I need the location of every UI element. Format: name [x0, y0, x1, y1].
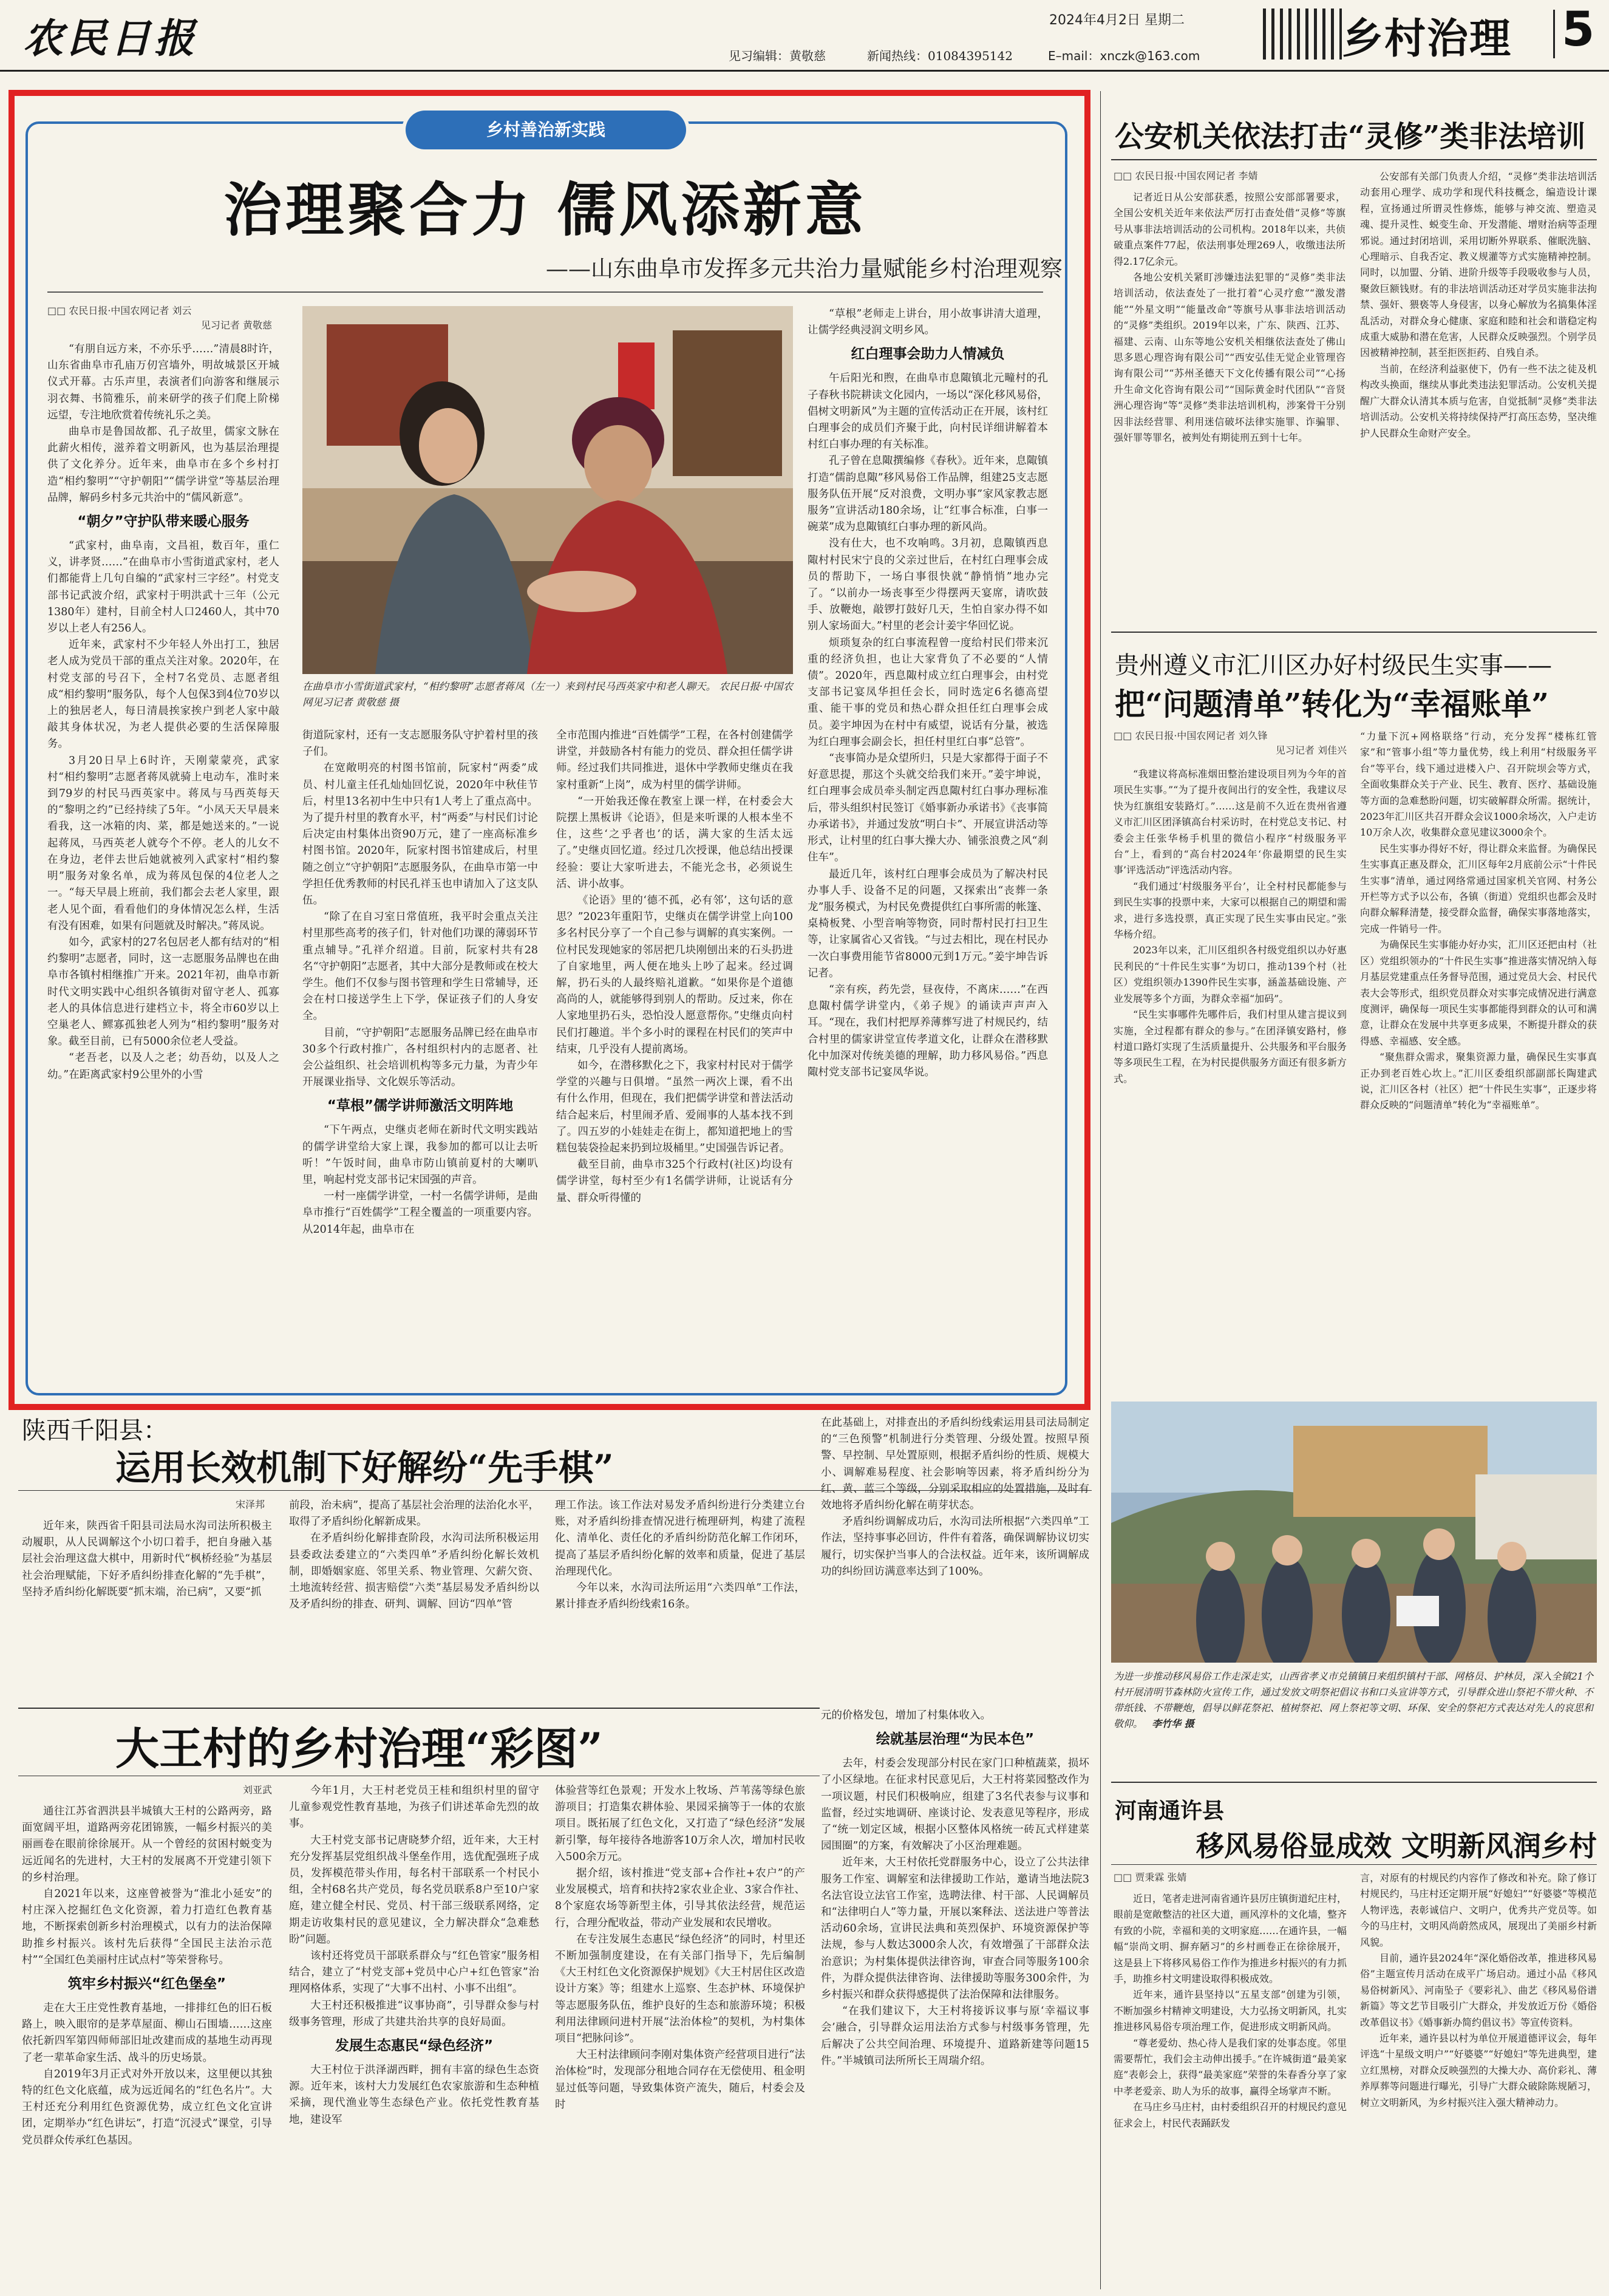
article3-kicker: 贵州遵义市汇川区办好村级民生实事——	[1115, 652, 1552, 680]
paragraph: 在宽敞明亮的村图书馆前，阮家村“两委”成员、村儿童主任孔灿灿回忆说，2020年中秋佳节后，村里13名初中生中只有1人考上了重点高中。为了提升村里的教育水平，村“两委”与村民们讨论后决定由村集体出资90万元，建了一座高标准乡村图书馆。2020年，阮家村图书馆建成后，村里随之创立“守护朝阳”志愿服务队，在曲阜市第一中学担任优秀教师的村民孔祥玉也申请加入了这支队伍。	[302, 762, 538, 907]
article3-column-2	[1360, 729, 1597, 1398]
paragraph: “武家村，曲阜南，文昌祖，数百年，重仁义，讲孝贤……”在曲阜市小雪街道武家村，老人们都能背上几句自编的“武家村三字经”。村党支部书记武波介绍，武家村于明洪武十三年（公元1380年）建村，目前全村人口2460人，其中70岁以上老人有256人。	[47, 540, 279, 635]
paragraph: 在马庄乡马庄村，由村委组织召开的村规民约意见征求会上，村民代表踊跃发	[1114, 2101, 1347, 2129]
issue-date: 2024年4月2日 星期二	[1049, 13, 1185, 28]
lead-byline-1: □□ 农民日报·中国农网记者 刘云	[47, 305, 192, 316]
paragraph: 全市范围内推进“百姓儒学”工程，在各村创建儒学讲堂，并鼓励各村有能力的党员、群众担任儒学讲师。经过我们共同推进，退休中学教师史继贞在我家村重新“上岗”，成为村里的儒学讲师。	[556, 729, 793, 791]
paragraph: “一开始我还像在教室上课一样，在村委会大院摆上黑板讲《论语》，但是来听课的人根本坐不住，这些‘之乎者也’的话，满大家的生活太远了。”史继贞回忆道。经过几次授课，他总结出授课经验：要让大家听进去，不能光念书，必须说生活、讲小故事。	[556, 795, 793, 890]
article5-subheading-3: 绘就基层治理“为民本色”	[876, 1731, 1035, 1748]
article5-top-rule	[18, 1708, 820, 1709]
lead-column-3	[556, 727, 793, 1382]
lead-header-rule	[47, 291, 1043, 293]
article4-column-2	[289, 1497, 539, 1700]
paragraph: 烦琐复杂的红白事流程曾一度给村民们带来沉重的经济负担，也让大家背负了不必要的“人情债”。2020年，西息陬村成立红白理事会，由村党支部书记宴凤华担任会长，同时选定6名德高望重、能干事的党员和热心群众担任红白理事会成员。姜宇坤因为在村中有威望，说话有分量，被选为红白理事会副会长，担任村里红白事“总管”。	[808, 636, 1048, 748]
article4-title: 运用长效机制下好解纷“先手棋”	[115, 1447, 614, 1488]
paragraph: 记者近日从公安部获悉，按照公安部部署要求，全国公安机关近年来依法严厉打击查处借“灵修”等旗号从事非法培训活动的公司机构。2018年以来，共侦破重点案件77起，依法刑事处理269人，收缴违法所得2.17亿余元。	[1114, 191, 1345, 267]
paragraph: 目前，“守护朝阳”志愿服务品牌已经在曲阜市30多个行政村推广，各村组织村内的志愿者、社会公益组织、社会培训机构等多元力量，为青少年开展课业指导、文化娱乐等活动。	[302, 1026, 538, 1089]
article2-byline: □□ 农民日报·中国农网记者 李婧	[1114, 170, 1258, 182]
lead-photo-image	[302, 306, 793, 674]
newspaper-logo: 农民日报	[23, 15, 198, 62]
paragraph: 通往江苏省泗洪县半城镇大王村的公路两旁，路面宽阔平坦，道路两旁花团锦簇，一幅乡村振兴的美丽画卷在眼前徐徐展开。从一个曾经的贫困村蜕变为远近闻名的先进村，大王村的发展离不开党建引领下的乡村治理。	[22, 1805, 272, 1884]
paragraph: 元的价格发包，增加了村集体收入。	[821, 1709, 991, 1722]
contact-email: E–mail：xnczk@163.com	[1048, 49, 1200, 63]
paragraph: 矛盾纠纷调解成功后，水沟司法所根据“六类四单”工作法，坚持事事必回访，件件有着落，确保调解协议切实履行，切实保护当事人的合法权益。近年来，该所调解成功的纠纷回访满意率达到了100%。	[821, 1516, 1089, 1578]
article4-byline: 宋泽邦	[235, 1499, 265, 1510]
paragraph: 近日，笔者走进河南省通许县厉庄镇街道纪庄村，眼前是宽敞整洁的社区大道，画风淳朴的文化墙，整齐有致的小院，幸福和美的文明家庭……在通许县，一幅幅“崇尚文明、摒弃陋习”的乡村画卷正在徐徐展开，这是县上下将移风易俗工作作为推进乡村振兴的有力抓手，助推乡村文明建设取得积极成效。	[1114, 1893, 1347, 1985]
article2-column-2	[1360, 169, 1597, 622]
article5-subheading-1: 筑牢乡村振兴“红色堡垒”	[67, 1976, 226, 1992]
article2-title: 公安机关依法打击“灵修”类非法培训	[1115, 120, 1586, 154]
article3-byline	[1114, 729, 1347, 758]
paragraph: 当前，在经济利益驱使下，仍有一些不法之徒及机构改头换面，继续从事此类违法犯罪活动。公安机关提醒广大群众认清其本质与危害，自觉抵制“灵修”类非法培训活动。公安机关将持续保持严打高压态势，坚决维护人民群众生命财产安全。	[1360, 363, 1597, 439]
paragraph: 大王村法律顾问李刚对集体资产经营项目进行“法治体检”时，发现部分租地合同存在无偿使用、租金明显过低等问题，导致集体资产流失，随后，村委会及时	[555, 2049, 805, 2111]
paragraph: 在此基础上，对排查出的矛盾纠纷线索运用县司法局制定的“三色预警”机制进行分类管理、分级处置。按照早预警、早控制、早处置原则，根据矛盾纠纷的性质、规模大小、调解难易程度、社会影响等因素，将矛盾纠纷分为红、黄、蓝三个等级，分别采取相应的处置措施，及时有效地将矛盾纠纷化解在萌芽状态。	[821, 1417, 1089, 1512]
paragraph: 目前，通许县2024年“深化婚俗改革，推进移风易俗”主题宣传月活动在成平广场启动。通过小品《移风易俗树新风》、河南坠子《要彩礼》、曲艺《移风易俗谱新篇》等文艺节目吸引广大群众，并发放近万份《婚俗改革倡议书》《婚事新办简约倡议书》等宣传资料。	[1360, 1952, 1597, 2028]
photo2-credit: 李竹华 摄	[1152, 1718, 1194, 1729]
article5-column-1	[22, 1804, 272, 2289]
paragraph: “亲有疾，药先尝，昼夜侍，不离床……”在西息陬村儒学讲堂内，《弟子规》的诵读声声声入耳。“现在，我们村把厚养薄葬写进了村规民约，结合村里的儒家讲堂宣传孝道文化，让群众在潜移默化中加深对传统美德的理解，助力移风易俗。”西息陬村党支部书记宴凤华说。	[808, 983, 1048, 1078]
article5-byline: 刘亚武	[242, 1784, 272, 1796]
paragraph: 在矛盾纠纷化解排查阶段，水沟司法所积极运用县委政法委建立的“六类四单”矛盾纠纷化解长效机制，即婚姻家庭、邻里关系、物业管理、欠薪欠资、土地流转经营、损害赔偿“六类”基层易发矛盾纠纷以及矛盾纠纷的排查、研判、调解、回访“四单”管	[289, 1532, 539, 1611]
photo2-caption	[1114, 1669, 1593, 1732]
lead-kicker-text: 乡村善治新实践	[486, 120, 605, 140]
paragraph: 一村一座儒学讲堂，一村一名儒学讲师，是曲阜市推行“百姓儒学”工程全覆盖的一项重要内容。从2014年起，曲阜市在	[302, 1190, 538, 1236]
paragraph: 3月20日早上6时许，天刚蒙蒙亮，武家村“相约黎明”志愿者蒋凤就骑上电动车，准时来到79岁的村民马西英家中。蒋凤与马西英每天的“黎明之约”已经持续了5年。“小凤天天早晨来看我，这一冰箱的肉、菜，都是她送来的。”一说起蒋凤，马西英老人就夸个不停。老人的儿女不在身边，老伴去世后她就被列入武家村“相约黎明”服务对象名单，成为蒋凤包保的4位老人之一。“每天早晨上班前，我们都会去老人家里，跟老人见个面，看看他们的身体情况怎么样，生活有没有困难，如果有问题就及时解决。”蒋凤说。	[47, 754, 279, 932]
paragraph: 最近几年，该村红白理事会成员为了解决村民办事人手、设备不足的问题，又探索出“丧葬一条龙”服务模式，为村民免费提供红白事所需的帐篷、桌椅板凳、小型音响等物资，同时帮村民打扫卫生等，让家属省心又省钱。“与过去相比，现在村民办一次白事费用能节省8000元到1万元。”姜宇坤告诉记者。	[808, 868, 1048, 979]
article6-column-2	[1360, 1870, 1597, 2289]
paragraph: 自2019年3月正式对外开放以来，这里便以其独特的红色文化底蕴，成为远近闻名的“红色名片”。大王村还充分利用红色资源优势，成立红色文化宣讲团，定期举办“红色讲坛”，打造“沉浸式”课堂，引导党员群众传承红色基因。	[22, 2068, 272, 2147]
lead-column-1	[47, 341, 279, 1382]
masthead	[0, 0, 1609, 72]
paragraph: 2023年以来，汇川区组织各村级党组织以办好惠民利民的“十件民生实事”为切口，推动139个村（社区）党组织领办1390件民生实事，涵盖基础设施、产业发展等多个方面，为群众幸福“加码”。	[1114, 944, 1347, 1004]
article5-column-3	[555, 1783, 805, 2289]
article3-top-rule	[1111, 632, 1597, 633]
paragraph: 为确保民生实事能办好办实，汇川区还把由村（社区）党组织领办的“十件民生实事”推进落实情况纳入每月基层党建重点任务督导范围，通过党员大会、村民代表大会等形式，组织党员群众对实事完成情况进行满意度测评，确保每一项民生实事都能得到群众的认可和满意，让群众在发展中共享更多成果，不断提升群众的获得感、幸福感、安全感。	[1360, 939, 1597, 1047]
paragraph: “民生实事哪件先哪件后，我们村里从建言提议到实施，全过程都有群众的参与。”在团泽镇安路村，修村道口路灯实现了生活质量提升、公共服务和平台服务等多项民生工程，在为村民提供服务方面还有很多新方式。	[1114, 1009, 1347, 1085]
article5-column-4	[821, 1708, 1089, 2289]
page-number: 5	[1562, 2, 1595, 57]
paragraph: “在我们建议下，大王村将接诉议事与原‘幸福议事会’融合，引导群众运用法治方式参与村级事务管理，先后解决了公共空间治理、环境提升、道路新建等问题15件。”半城镇司法所所长王周瑞介绍。	[821, 2005, 1089, 2067]
paragraph: “有朋自远方来，不亦乐乎……”清晨8时许，山东省曲阜市孔庙万仞宫墙外，明故城景区开城仪式开幕。古乐声里，表演者们向游客和继展示羽衣舞、书简雅乐，前来研学的孩子们爬上阶梯远望，专注地欣赏着传统礼乐之美。	[47, 343, 279, 421]
article4-kicker: 陕西千阳县：	[22, 1417, 168, 1445]
paragraph: “除了在自习室日常值班，我平时会重点关注村里那些高考的孩子们，针对他们功课的薄弱环节重点辅导。”孔祥介绍道。目前，阮家村共有28名“守护朝阳”志愿者，其中大部分是教师或在校大学生。他们不仅参与图书管理和学生日常辅导，还会在村口接送学生上下学，保证孩子们的人身安全。	[302, 911, 538, 1023]
article3-column-1	[1114, 766, 1347, 1398]
paragraph: 大王村位于洪泽湖西畔，拥有丰富的绿色生态资源。近年来，该村大力发展红色农家旅游和生态种植采摘，现代渔业等生态绿色产业。依托党性教育基地，建设军	[289, 2064, 539, 2126]
paragraph: 如今，在潜移默化之下，我家村村民对于儒学学堂的兴趣与日俱增。“虽然一两次上课，看不出有什么作用，但现在，我们把儒学讲堂和普法活动结合起来后，村里闹矛盾、爱闹事的人基本找不到了。四五岁的小娃娃走在街上，都知道把地上的雪糕包装袋捡起来扔到垃圾桶里。”史国强告诉记者。	[556, 1060, 793, 1155]
paragraph: 民生实事办得好不好，得让群众来监督。为确保民生实事真正惠及群众，汇川区每年2月底前公示“十件民生实事”清单，通过网络常通过国家机关官网、村务公开栏等方式予以公布，各镇（街道）党组织也都会及时向群众解释清楚，接受群众监督，确保实事落地落实，完成一件销号一件。	[1360, 842, 1597, 935]
paragraph: 体验营等红色景观；开发水上牧场、芦苇荡等绿色旅游项目；打造集农耕体验、果园采摘等于一体的农旅项目。既拓展了红色文化，又打造了“绿色经济”发展新引擎，每年接待各地游客10万余人次，增加村民收入500余万元。	[555, 1785, 805, 1863]
paragraph: “草根”老师走上讲台，用小故事讲清大道理，让儒学经典浸润文明乡风。	[808, 308, 1048, 337]
paragraph: 没有仕大，也不攻响鸣。3月初，息陬镇西息陬村村民宋宁良的父亲过世后，在村红白理事会成员的帮助下，一场白事很快就“静悄悄”地办完了。“以前办一场丧事至少得摆两天宴席，请吹鼓手、放鞭炮，敲锣打鼓好几天，生怕自家办得不如别人家场面大。”村里的老会计姜宇华回忆说。	[808, 537, 1048, 633]
article3-title: 把“问题清单”转化为“幸福账单”	[1115, 686, 1549, 722]
paragraph: 近年来，武家村不少年轻人外出打工，独居老人成为党员干部的重点关注对象。2020年，在村党支部的号召下，全村7名党员、志愿者组成“相约黎明”服务队，每个人包保3到4位70岁以上的独居老人，每日清晨挨家挨户到老人家中敲敲其身体状况，为老人提供必要的生活保障服务。	[47, 639, 279, 751]
paragraph: 街道阮家村，还有一支志愿服务队守护着村里的孩子们。	[302, 729, 538, 758]
paragraph: 在专注发展生态惠民“绿色经济”的同时，村里还不断加强制度建设，在有关部门指导下，先后编制《大王村红色文化资源保护规划》《大王村居住区改造设计方案》等；组建水上巡察、生态护林、环境保护等志愿服务队伍，维护良好的生态和旅游环境；积极利用法律顾问进村开展“法治体检”的契机，为村集体项目“把脉问诊”。	[555, 1933, 805, 2045]
paragraph: 今年1月，大王村老党员王桂和组织村里的留守儿童参观党性教育基地，为孩子们讲述革命先烈的故事。	[289, 1785, 539, 1830]
lead-byline-2: 见习记者 黄敬慈	[200, 319, 272, 331]
page-number-divider	[1553, 10, 1555, 58]
paragraph: 近年来，通许县坚持以“五星支部”创建为引领，不断加强乡村精神文明建设，大力弘扬文明新风，扎实推进移风易俗专项治理工作，促进形成文明新风尚。	[1114, 1989, 1347, 2033]
paragraph: 走在大王庄党性教育基地，一排排红色的旧石板路上，映入眼帘的是茅草屋面、柳山石围墙……这座依托新四军第四师师部旧址改建而成的基地生动再现了老一辈革命家生活、战斗的历史场景。	[22, 2002, 272, 2064]
article5-title: 大王村的乡村治理“彩图”	[115, 1723, 603, 1774]
paragraph: 公安部有关部门负责人介绍，“灵修”类非法培训活动套用心理学、成功学和现代科技概念，编造设计课程，宣扬通过所谓灵性修炼，能够与神交流、塑造灵魂、提升灵性、蜕变生命、开发潜能、增财治病等歪理邪说。通过封闭培训，采用切断外界联系、催眠洗脑、心理暗示、自我否定、教义规灌等方式实施精神控制。同时，以加盟、分销、进阶升级等手段吸收参与人员，聚敛巨额钱财。有的非法培训活动还对学员实施非法拘禁、强奸、猥亵等人身侵害，以身心解放为名搞集体淫乱活动，对群众身心健康、家庭和睦和社会和谐稳定构成重大威胁和潜在危害，人民群众反映强烈。个别学员因被精神控制，甚至拒医拒药、自残自杀。	[1360, 171, 1597, 359]
paragraph: 曲阜市是鲁国故都、孔子故里，儒家文脉在此薪火相传，滋养着文明新风，也为基层治理提供了文化养分。近年来，曲阜市在多个乡村打造“相约黎明”“守护朝阳”“儒学讲堂”等基层治理品牌，解码乡村多元共治中的“儒风新意”。	[47, 426, 279, 504]
lead-kicker	[406, 111, 686, 149]
paragraph: 孔子曾在息陬撰编修《春秋》。近年来，息陬镇打造“儒韵息陬”移风易俗工作品牌，组建25支志愿服务队伍开展“反对浪费，文明办事”家风家教志愿服务”宣讲活动180余场，让“红事合标准，白事一碗菜”成为息陬镇红白事办理的新风尚。	[808, 455, 1048, 534]
news-hotline: 新闻热线：01084395142	[867, 49, 1013, 63]
article5-column-2	[289, 1783, 539, 2289]
lead-subtitle: ——山东曲阜市发挥多元共治力量赋能乡村治理观察	[546, 256, 1063, 282]
lead-subheading-3: 红白理事会助力人情减负	[851, 346, 1005, 363]
article4-column-1	[22, 1518, 272, 1700]
paragraph: 该村还将党员干部联系群众与“红色管家”服务相结合，建立了“村党支部+党员中心户+红色管家”治理网格体系，实现了“大事不出村、小事不出组”。	[289, 1950, 539, 1995]
article6-column-1	[1114, 1891, 1347, 2289]
lead-subheading-2: “草根”儒学讲师激活文明阵地	[327, 1098, 514, 1114]
lead-title: 治理聚合力 儒风添新意	[223, 175, 867, 244]
lead-column-4	[808, 306, 1048, 1382]
paragraph: 前段，治未病”，提高了基层社会治理的法治化水平，取得了矛盾纠纷化解新成果。	[289, 1499, 539, 1528]
section-title: 乡村治理	[1342, 15, 1512, 63]
article4-column-3	[555, 1497, 805, 1700]
paragraph: 言，对原有的村规民约内容作了修改和补充。除了修订村规民约，马庄村还定期开展“好媳妇”“好婆婆”等模范人物评选，表彰诚信户、文明户，优秀共产党员等。如今的马庄村，文明风尚蔚然成风，展现出了美丽乡村新风貌。	[1360, 1872, 1597, 1948]
article3-byline-2: 见习记者 刘佳兴	[1275, 744, 1347, 756]
paragraph: 理工作法。该工作法对易发矛盾纠纷进行分类建立台账，对矛盾纠纷排查情况进行梳理研判，构建了流程化、清单化、责任化的矛盾纠纷防范化解工作闭环，提高了基层矛盾纠纷化解的效率和质量，促进了基层治理现代化。	[555, 1499, 805, 1578]
lead-subheading-1: “朝夕”守护队带来暖心服务	[77, 514, 250, 530]
paragraph: 大王村党支部书记唐晓梦介绍，近年来，大王村充分发挥基层党组织战斗堡垒作用，选优配强班子成员，发挥模范带头作用，每名村干部联系一个村民小组，全村68名共产党员，每名党员联系8户至10户家庭，建立健全村民、党员、村干部三级联系网络，定期走访收集村民的意见建议，全力解决群众“急难愁盼”问题。	[289, 1834, 539, 1946]
paragraph: 近年来，陕西省千阳县司法局水沟司法所积极主动履职，从人民调解这个小切口着手，把自身融入基层社会治理这盘大棋中，用新时代“枫桥经验”为基层社会治理赋能，下好矛盾纠纷排查化解的“先手棋”，坚持矛盾纠纷化解既要“抓末端，治已病”，又要“抓	[22, 1520, 272, 1598]
article6-kicker: 河南通许县	[1115, 1798, 1225, 1824]
article4-column-4	[821, 1415, 1089, 1700]
paragraph: 大王村还积极推进“议事协商”，引导群众参与村级事务管理，形成了共建共治共享的良好局面。	[289, 1999, 539, 2028]
paragraph: 自2021年以来，这座曾被誉为“淮北小延安”的村庄深入挖掘红色文化资源，着力打造红色教育基地，不断探索创新乡村治理模式，以有力的法治保障助推乡村振兴。该村先后获得“全国民主法治示范村”“全国红色美丽村庄试点村”等荣誉称号。	[22, 1888, 272, 1966]
article6-top-rule	[1111, 1782, 1597, 1783]
photo2-caption-text: 为进一步推动移风易俗工作走深走实，山西省孝义市兑镇镇日来组织镇村干部、网格员、护林员，深入全镇21个村开展清明节森林防火宣传工作，通过发放文明祭祀倡议书和口头宣讲等方式，引导群众进山祭祀不带火种、不带纸钱、不带鞭炮，倡导以鲜花祭祀、植树祭祀、网上祭祀等文明、环保、安全的祭祀方式表达对先人的哀思和敬仰。	[1114, 1671, 1593, 1729]
lead-byline	[47, 304, 278, 333]
paragraph: “我建议将高标准烟田整治建设项目列为今年的首项民生实事。”“为了提升夜间出行的安全性，我建议尽快为红旗组安装路灯。”……这是前不久近在贵州省遵义市汇川区团泽镇高台村采访时，在村党总支书记、村委会主任张华杨手机里的微信小程序“村级服务平台”上，看到的“高台村2024年‘你最期望的民生实事’评选活动”评选活动内容。	[1114, 768, 1347, 876]
paragraph: “尊老爱幼、热心待人是我们家的处事态度。邻里需要帮忙，我们会主动伸出援手。”在许城街道“最美家庭”表彰会上，获得“最美家庭”荣誉的朱春香分享了家中孝老爱亲、助人为乐的故事，赢得全场掌声不断。	[1114, 2037, 1347, 2097]
photo2-image	[1111, 1402, 1597, 1663]
lead-photo	[302, 306, 793, 674]
paragraph: “老吾老，以及人之老；幼吾幼，以及人之幼。”在距离武家村9公里外的小雪	[47, 1052, 279, 1081]
paragraph: 今年以来，水沟司法所运用“六类四单”工作法，累计排查矛盾纠纷线索16条。	[555, 1582, 805, 1611]
paragraph: 近年来，通许县以村为单位开展道德评议会，每年评选“十星级文明户”“好婆婆”“好媳妇”等先进典型，建立红黑榜，对群众反映强烈的大操大办、高价彩礼、薄养厚葬等问题进行曝光，引导广大群众破除陈规陋习，树立文明新风，为乡村振兴注入强大精神动力。	[1360, 2032, 1597, 2108]
article6-title: 移风易俗显成效 文明新风润乡村	[1196, 1830, 1597, 1862]
lead-column-2	[302, 727, 538, 1382]
paragraph: “力量下沉+网格联络”行动，充分发挥“楼栋红管家”和“管事小组”等力量优势，线上利用“村级服务平台”等平台，线下通过进楼入户、召开院坝会等方式，全面收集群众关于产业、民生、教育、医疗、基础设施等方面的急难愁盼问题，切实破解群众所需。据统计，2023年汇川区共召开群众会议1000余场次，入户走访10万余人次，收集群众意见建议3000余个。	[1360, 731, 1597, 839]
paragraph: 如今，武家村的27名包居老人都有结对的“相约黎明”志愿者，同时，这一志愿服务品牌也在曲阜市各镇村相继推广开来。2021年初，曲阜市新时代文明实践中心组织各镇街对留守老人、孤寡老人的具体信息进行建档立卡，将全市60岁以上空巢老人、鳏寡孤独老人列为“相约黎明”服务对象。截至目前，已有5000余位老人受益。	[47, 936, 279, 1048]
paragraph: 近年来，大王村依托党群服务中心，设立了公共法律服务工作室、调解室和法律援助工作站，邀请当地法院3名法官设立法官工作室，选聘法律、村干部、人民调解员和“法律明白人”等力量，开展以案释法、送法进户等普法活动60余场，宣讲民法典和英烈保护、环境资源保护等法规，参与人数达3000余人次，有效增强了干部群众法治意识；为村集体提供法律咨询，审查合同等服务100余件，为群众提供法律咨询、法律援助等服务300余件，为乡村振兴和群众获得感提供了法治保障和法律服务。	[821, 1856, 1089, 2001]
paragraph: “聚焦群众需求，聚集资源力量，确保民生实事真正办到老百姓心坎上。”汇川区委组织部副部长陶建武说，汇川区各村（社区）把“十件民生实事”，正逐步将群众反映的“问题清单”转化为“幸福账单”。	[1360, 1051, 1597, 1111]
paragraph: 据介绍，该村推进“党支部+合作社+农户”的产业发展模式，培育和扶持2家农业企业、3家合作社、8个家庭农场等新型主体，引导其依法经营，规范运行，合理分配收益，带动产业发展和农民增收。	[555, 1867, 805, 1929]
paragraph: 午后阳光和煦，在曲阜市息陬镇北元疃村的孔子春秋书院耕读文化园内，一场以“深化移风易俗，倡树文明新风”为主题的宣传活动正在开展，该村红白理事会的成员们齐聚于此，向村民详细讲解着本村红白事办理的有关标准。	[808, 372, 1048, 451]
article2-column-1	[1114, 189, 1345, 622]
article3-byline-1: □□ 农民日报·中国农网记者 刘久锋	[1114, 730, 1268, 741]
paragraph: “我们通过‘村级服务平台’，让全村村民都能参与到民生实事的投票中来，大家可以根据自己的期望和需求，进行多选投票，真正实现了民生实事由民定。”张华杨介绍。	[1114, 880, 1347, 941]
paragraph: 截至目前，曲阜市325个行政村(社区)均设有儒学讲堂，每村至少有1名儒学讲师，让说话有分量、群众听得懂的	[556, 1159, 793, 1204]
article2-rule	[1111, 159, 1597, 160]
photo2	[1111, 1402, 1597, 1663]
paragraph: 去年，村委会发现部分村民在家门口种植蔬菜，损坏了小区绿地。在征求村民意见后，大王村将菜园整改作为一项议题，村民们积极响应，组建了3名代表参与议事和监督，经过实地调研、座谈讨论、发表意见等程序，形成了“统一划定区域，根据小区整体风格统一砖瓦式样建菜园围圈”的方案，有效解决了小区治理难题。	[821, 1757, 1089, 1853]
article5-subheading-2: 发展生态惠民“绿色经济”	[335, 2038, 494, 2054]
editor-line: 见习编辑：黄敬慈	[729, 49, 826, 63]
article6-rule	[1111, 1864, 1597, 1865]
lead-photo-caption: 在曲阜市小雪街道武家村，“相约黎明”志愿者蒋凤（左一）来到村民马西英家中和老人聊天。 农民日报·中国农网见习记者 黄敬慈 摄	[302, 681, 793, 708]
paragraph: “丧事简办是众望所归，只是大家都得于面子不好意思提，那这个头就交给我们来开。”姜宇坤说，红白理事会成员牵头制定西息陬村红白事办理标准后，带头组织村民签订《婚事新办承诺书》《丧事简办承诺书》，并通过发放“明白卡”、开展宣讲活动等形式，让村里的红白事大操大办、铺张浪费之风“刹住车”。	[808, 752, 1048, 864]
paragraph: 《论语》里的‘德不孤，必有邻’，这句话的意思？”2023年重阳节，史继贞在儒学讲堂上向100多名村民分享了一个自己参与调解的真实案例。一位村民发现她家的邻居把几块刚刨出来的石头扔进了自家地里，两人便在地头上吵了起来。经过调解，扔石头的人最终赔礼道歉。“如果你是个道德高尚的人，就能够得到别人的帮助。反过来，你在人家地里扔石头，恐怕没人愿意帮你。”史继贞向村民们打趣道。半个多小时的课程在村民们的笑声中结束，几乎没有人提前离场。	[556, 894, 793, 1055]
masthead-stripes	[1263, 9, 1342, 60]
paragraph: “下午两点，史继贞老师在新时代文明实践站的儒学讲堂给大家上课，我参加的都可以让去听听！”午饭时间，曲阜市防山镇前夏村的大喇叭里，响起村党支部书记宋国强的声音。	[302, 1124, 538, 1187]
article6-byline: □□ 贾秉霖 张婧	[1114, 1872, 1187, 1883]
paragraph: 各地公安机关紧盯涉嫌违法犯罪的“灵修”类非法培训活动，依法查处了一批打着“心灵疗愈”“激发潜能”“外星文明”“能量改命”等旗号从事非法培训活动的“灵修”类组织。2019年以来，广东、陕西、江苏、福建、云南、山东等地公安机关相继依法查处了佛山思多恩心理咨询有限公司”“西安弘佳无觉企业管理咨询有限公司”“苏州圣德天下文化传播有限公司”“心扬升生命文化咨询有限公司”“国际黄金时代团队”“音贤洲心理咨询”等“灵修”类非法培训机构，涉案骨干分别因非法经营罪、利用迷信破坏法律实施罪、诈骗罪、强奸罪等罪名，被判处有期徒刑五到十七年。	[1114, 271, 1345, 444]
column-divider	[1100, 91, 1101, 2289]
